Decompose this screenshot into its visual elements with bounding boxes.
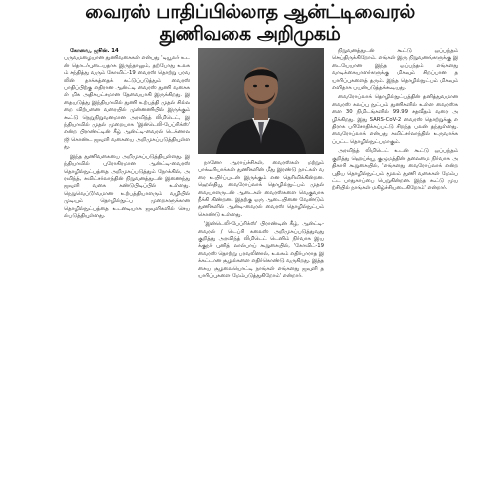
headline-line-1: வைரஸ் பாதிப்பில்லாத ஆன்ட்டிவைரல் (85, 1, 415, 23)
article-paragraph: இந்த துணிவகையை அறிமுகப்படுத்தியுள்ளது. இந்தியாவில் புரோகிரமான ஆன்ட்டி-வைரஸ் தொழில்நுட்பத்தை அறிமுகப்படுத்தும் நோக்கில், அரவிந்த், சுவிட்சர்லாந்தின் நிறுவனத்துடன் இணைந்து ஜவுளி வகை கண்டுபிடிப்பில் உள்ளது. நெறுவெப்டூர்வமான உற்பத்தியாளரும் வழியில் முடியும் தொழில்நுட்ப முறைகளுக்கான தொழில்நுட்பத்தை உடனடியாக ஜவுளிகளில் செயல்படுத்தியுள்ளது. (64, 153, 190, 219)
article-paragraph: 'இன்டெலி-பேப்ரிக்ஸ்' பிராண்டின் கீழ், ஆன்ட்டி-வைரல் / டெப்ரி கலைஸ் அறிமுகப்படுத்துவது குறித்து அரவிந்த் லிமிடெட் டெனிம் நிர்வாக இயக்குநர் புனித் லால்பாய் கூறுகையில், 'கோவிட்-19 வைரஸ் தொற்று பரவலினால், உலகம் எதிர்பாராத இக்கட்டான சூழல்களை எதிர்கொண்டு வருகிறது. இத்தகைய சூழலையொட்டி நாங்கள் எங்களது ஜவுளி தயாரிப்புகளை மேம்படுத்துகிறோம்' என்றார். (198, 221, 324, 280)
paragraph-text: பருவமழையான துணிவகைகள் என்பது 'டியூலர் உடன் தொடர்புடையதாக இருந்தாலும், தற்போது உலகம் சந்தித்து வரும் கோவிட்-19 வைரஸ் தொற்று பரவலின் தாக்கத்தைக் கட்டுப்படுத்தும் வைரஸ் பாதிப்பிற்கு எதிரான ஆன்ட்டி வைரஸ் துணி வகைகள் மிக அதிகபட்சமான தேவையாகி இருக்கிறது. இதையடுத்து இந்தியாவில் துணி உற்பத்தி முதல் சில்லறை விற்பனை வரையில் முன்னணியில் இருக்கும் கூட்டு நெறுநிறுவனமான அரவிந்த் லிமிடெட், இந்தியாவில் முதல் முறையாக 'இன்டெலி-பேப்ரிக்ஸ்' என்ற பிராண்ட்டின் கீழ் ஆன்ட்டி-வைரல் டெக்னாலஜி கொண்ட ஜவுளி வகையை அறிமுகப்படுத்தியுள்ளது. (64, 55, 190, 151)
headline-line-2: துணிவகை அறிமுகம் (159, 23, 341, 46)
person-portrait-image (198, 48, 324, 154)
article-paragraph: நானோ ஆராய்ச்சிகள், வைரஸ்கள் மற்றும் பாக்டீரியாக்கள் துணிகளின் மீது இரண்டு நாட்கள் வரை உயிர்ப்புடன் இருக்கும் என தெரிவிக்கின்றன. ஹெல்தியூ வைரோப்லாக் தொழில்நுட்பம் முதல் வையாளருடன் ஆடைகள் வைரஸ்களை வெகுவாக நீக்கி கிண்றன. இதற்கு ஒரு ஆடையினை வேண்டும் துணிகளில் ஆன்டி-வைரல் வைரஸ் தொழில்நுட்பம் கொண்டு உள்ளது. (198, 160, 324, 218)
article-column-1 (64, 48, 190, 500)
dateline: கோவை, ஜூன். 14 (70, 48, 119, 54)
article-paragraph (64, 48, 190, 152)
article-paragraph: அரவிந்த் லிமிடெட் உடன் கூட்டு ஒப்பந்தம் குறித்து ஹெய்க்யூ குழுமத்தின் தலைமை நிர்வாக அதிகாரி கூறுகையில், 'எங்களது வைரோப்லாக் என்ற புதிய தொழில்நுட்பம் மூலம் துணி வகைகள் மேம்பட்ட பாதுகாப்பை பெறுகின்றன. இந்த கூட்டு முயற்சியில் நாங்கள் மகிழ்ச்சியடைகிறோம்' என்றார். (332, 148, 458, 192)
article-body (64, 48, 458, 500)
article-column-3 (332, 48, 458, 500)
article-paragraph: வைரோப்லாக் தொழில்நுட்பத்தின் தனித்துவமான வைரஸ் கலப்பு நுட்பம் துணிகளில் உள்ள வைரஸ்களை 30 நிமிடங்களில் 99.99 சதவீதம் வரை அழிக்கிறது. இது SARS-CoV-2 வைரஸ் தொற்றுக்கு எதிராக பரிசோதிக்கப்பட்டு சிறந்த பலன் தந்துள்ளது. வைரோப்லாக் என்பது சுவிட்சர்லாந்தில் உருவாக்கப்பட்ட தொழில்நுட்பமாகும். (332, 94, 458, 145)
portrait-photo (198, 48, 324, 154)
article-column-2 (198, 160, 324, 500)
headline (0, 0, 500, 46)
article-paragraph: நிறுவனத்துடன் கூட்டு ஒப்பந்தம் செய்திருக்கிறோம். எங்கள் இரு நிறுவனங்களுக்கு இடையேயான இந்த ஒப்பந்தம் எங்களது வாடிக்கையாளர்களுக்கு மிகவும் சிறப்பான தயாரிப்புகளைத் தரும். இந்த தொழில்நுட்பம் மிகவும் எளிதாக பயன்படுத்தக்கூடியது. (332, 48, 458, 92)
